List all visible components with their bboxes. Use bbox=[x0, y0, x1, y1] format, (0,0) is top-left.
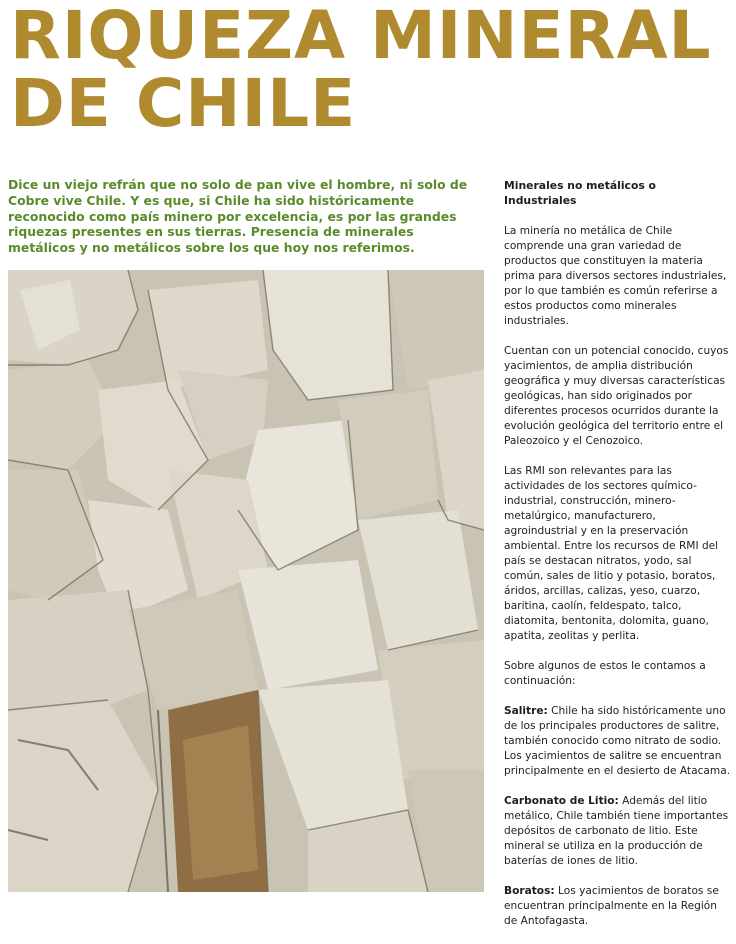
boratos-label: Boratos: bbox=[504, 885, 555, 897]
sidebar-paragraph-3: Las RMI son relevantes para las actividades de los sectores químico-industrial, construcción, minero-metalúrgico, manufacturero, agroindustrial y en la preservación ambiental. Entre los recursos de RMI del país se destacan nitratos, yodo, sal común, sales de litio y potasio, boratos, áridos, arcillas, calizas, yeso, cuarzo, baritina, caolín, feldespato, talco, diatomita, bentonita, dolomita, guano, apatita, zeolitas y perlita. bbox=[504, 465, 719, 642]
rock-face-illustration bbox=[8, 270, 484, 892]
salitre-text: Chile ha sido históricamente uno de los principales productores de salitre, también conocido como nitrato de sodio. Los yacimientos de salitre se encuentran principalmente en el desierto de Atacama. bbox=[504, 705, 731, 777]
boratos-paragraph bbox=[504, 884, 732, 929]
litio-label: Carbonato de Litio: bbox=[504, 795, 619, 807]
rock-face-photo bbox=[8, 270, 484, 892]
sidebar-paragraph-2: Cuentan con un potencial conocido, cuyos yacimientos, de amplia distribución geográfica y muy diversas características geológicas, han sido originados por diferentes procesos ocurridos durante la evolución geológica del territorio entre el Paleozoico y el Cenozoico. bbox=[504, 345, 729, 447]
salitre-label: Salitre: bbox=[504, 705, 548, 717]
boratos-text: Los yacimientos de boratos se encuentran principalmente en la Región de Antofagasta. bbox=[504, 885, 719, 927]
sidebar-paragraph-1: La minería no metálica de Chile comprende una gran variedad de productos que constituyen la materia prima para diversos sectores industriales, por lo que también es común referirse a estos productos como minerales industriales. bbox=[504, 225, 727, 327]
sidebar-column bbox=[504, 178, 732, 944]
sidebar-heading: Minerales no metálicos o Industriales bbox=[504, 179, 656, 207]
sidebar-paragraph-4: Sobre algunos de estos le contamos a continuación: bbox=[504, 660, 706, 687]
salitre-paragraph bbox=[504, 704, 732, 779]
intro-paragraph: Dice un viejo refrán que no solo de pan vive el hombre, ni solo de Cobre vive Chile. Y es que, si Chile ha sido históricamente reconocido como país minero por excelencia, es por las grandes riquezas presentes en sus tierras. Presencia de minerales metálicos y no metálicos sobre los que hoy nos referimos. bbox=[8, 177, 468, 256]
litio-text: Además del litio metálico, Chile también tiene importantes depósitos de carbonato de litio. Este mineral se utiliza en la producción de baterías de iones de litio. bbox=[504, 795, 729, 867]
litio-paragraph bbox=[504, 794, 732, 869]
page-title: RIQUEZA MINERAL DE CHILE bbox=[10, 0, 712, 142]
